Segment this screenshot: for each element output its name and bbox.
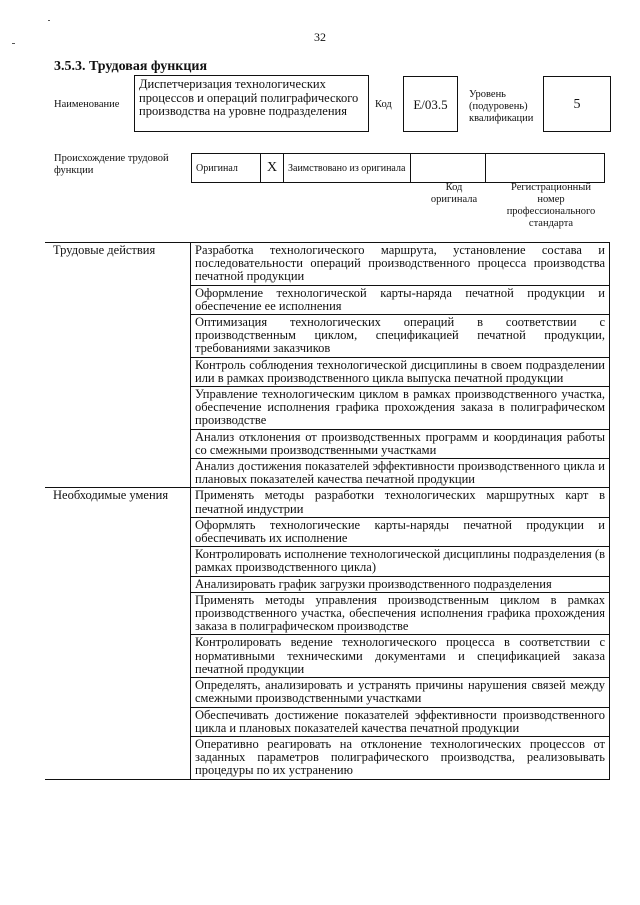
item-text: Оформлять технологические карты-наряды печатной продукции и обеспечивать их исполнение — [191, 517, 610, 546]
item-text: Анализ достижения показателей эффективности производственного цикла и плановых показателей качества печатной продукции — [191, 459, 610, 488]
item-text: Управление технологическим циклом в рамках производственного участка, обеспечение исполнения графика прохождения заказа в полиграфическом производстве — [191, 387, 610, 430]
table-row — [45, 243, 610, 286]
origin-code-cell — [411, 154, 486, 183]
item-text: Применять методы управления производственным циклом в рамках производственного участка, обеспечения исполнения графика прохождения заказа в полиграфическом производстве — [191, 592, 610, 635]
item-text: Оптимизация технологических операций в соответствии с производственным циклом, спецификацией печатной продукции, требованиями заказчиков — [191, 315, 610, 358]
item-text: Оперативно реагировать на отклонение технологических процессов от заданных параметров полиграфического производства, реализовывать процедуры по их устранению — [191, 736, 610, 779]
category-cell: Трудовые действия — [45, 243, 191, 488]
scan-speck — [48, 20, 50, 21]
item-text: Обеспечивать достижение показателей эффективности производственного цикла и плановых показателей качества печатной продукции — [191, 707, 610, 736]
borrowed-label: Заимствовано из оригинала — [284, 154, 411, 183]
origin-label: Происхождение трудовой функции — [54, 153, 169, 176]
code-caption: Код оригинала — [430, 182, 478, 205]
function-name: Диспетчеризация технологических процессов и операций полиграфического производства на уровне подразделения — [134, 75, 369, 132]
level-label: Уровень (подуровень) квалификации — [469, 89, 534, 124]
original-label: Оригинал — [192, 154, 261, 183]
item-text: Анализ отклонения от производственных программ и координация работы со смежными производственными участками — [191, 429, 610, 458]
item-text: Анализировать график загрузки производственного подразделения — [191, 576, 610, 592]
reg-caption: Регистрационный номер профессионального стандарта — [506, 182, 596, 229]
name-label: Наименование — [54, 99, 120, 110]
item-text: Применять методы разработки технологических маршрутных карт в печатной индустрии — [191, 488, 610, 517]
category-cell: Необходимые умения — [45, 488, 191, 779]
origin-table — [191, 153, 605, 183]
function-code: E/03.5 — [403, 76, 458, 132]
page-number: 32 — [314, 30, 326, 44]
item-text: Контролировать исполнение технологической дисциплины подразделения (в рамках производственного цикла) — [191, 547, 610, 576]
table-row — [45, 488, 610, 517]
original-mark: X — [261, 154, 284, 183]
competency-table — [45, 242, 610, 780]
qualification-level: 5 — [543, 76, 611, 132]
reg-number-cell — [486, 154, 605, 183]
item-text: Определять, анализировать и устранять причины нарушения связей между смежными производственными участками — [191, 678, 610, 707]
item-text: Разработка технологического маршрута, установление состава и последовательности операций производственного процесса производства печатной продукции — [191, 243, 610, 286]
section-title: 3.5.3. Трудовая функция — [54, 59, 208, 74]
item-text: Контролировать ведение технологического процесса в соответствии с нормативными техническими документами и спецификацией заказа печатной продукции — [191, 635, 610, 678]
code-label: Код — [375, 99, 392, 110]
item-text: Контроль соблюдения технологической дисциплины в своем подразделении или в рамках производственного цикла выпуска печатной продукции — [191, 357, 610, 386]
item-text: Оформление технологической карты-наряда печатной продукции и обеспечение ее исполнения — [191, 285, 610, 314]
